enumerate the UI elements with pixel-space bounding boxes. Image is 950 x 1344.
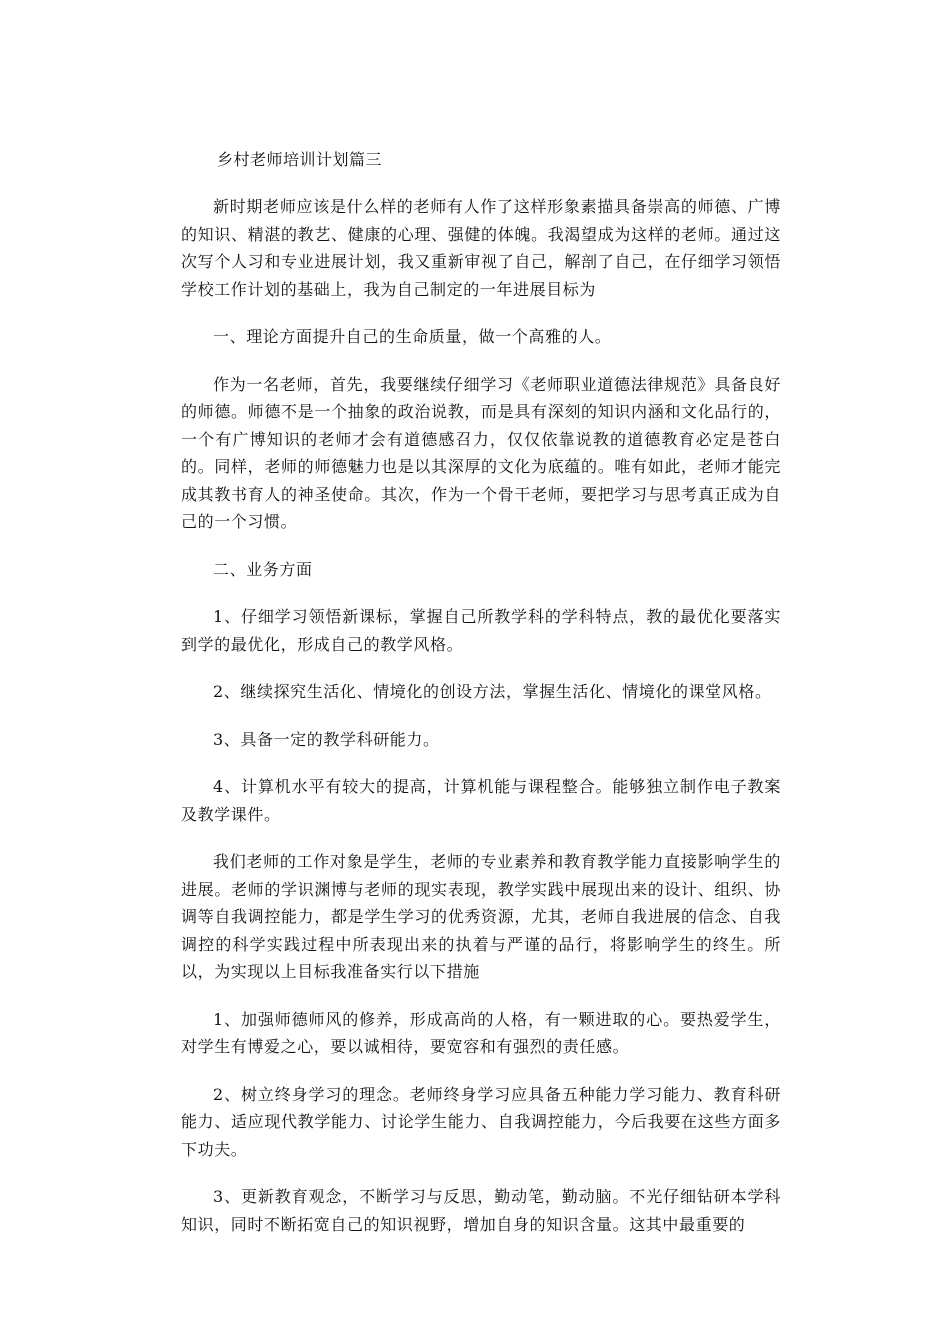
list-item-business-2: 2、继续探究生活化、情境化的创设方法，掌握生活化、情境化的课堂风格。 (213, 682, 772, 701)
list-item-measure-1: 1、加强师德师风的修养，形成高尚的人格，有一颗进取的心。要热爱学生，对学生有博爱之心，要以诚相待，要宽容和有强烈的责任感。 (181, 1009, 781, 1056)
spacer (181, 658, 781, 678)
spacer (181, 1163, 781, 1183)
list-item-measure-2: 2、树立终身学习的理念。老师终身学习应具备五种能力学习能力、教育科研能力、适应现代教学能力、讨论学生能力、自我调控能力，今后我要在这些方面多下功夫。 (181, 1084, 781, 1159)
spacer (181, 1061, 781, 1081)
spacer (181, 351, 781, 371)
document-page (181, 146, 781, 1238)
spacer (181, 303, 781, 323)
list-item-measure-3: 3、更新教育观念，不断学习与反思，勤动笔，勤动脑。不光仔细钻研本学科知识，同时不断拓宽自己的知识视野，增加自身的知识含量。这其中最重要的 (181, 1187, 781, 1234)
spacer (181, 583, 781, 603)
spacer (181, 706, 781, 726)
spacer (181, 173, 781, 193)
heading-theory: 一、理论方面提升自己的生命质量，做一个高雅的人。 (213, 327, 612, 346)
spacer (181, 536, 781, 556)
list-item-business-1: 1、仔细学习领悟新课标，掌握自己所教学科的学科特点，教的最优化要落实到学的最优化，形成自己的教学风格。 (181, 607, 781, 654)
spacer (181, 828, 781, 848)
paragraph-ethics: 作为一名老师，首先，我要继续仔细学习《老师职业道德法律规范》具备良好的师德。师德不是一个抽象的政治说教，而是具有深刻的知识内涵和文化品行的，一个有广博知识的老师才会有道德感召力，仅仅依靠说教的道德教育必定是苍白的。同样，老师的师德魅力也是以其深厚的文化为底蕴的。唯有如此，老师才能完成其教书育人的神圣使命。其次，作为一个骨干老师，要把学习与思考真正成为自己的一个习惯。 (181, 374, 781, 531)
list-item-business-3: 3、具备一定的教学科研能力。 (213, 729, 440, 749)
spacer (181, 986, 781, 1006)
spacer (181, 753, 781, 773)
paragraph-intro: 新时期老师应该是什么样的老师有人作了这样形象素描具备崇高的师德、广博的知识、精湛的教艺、健康的心理、强健的体魄。我渴望成为这样的老师。通过这次写个人习和专业进展计划，我又重新审视了自己，解剖了自己，在仔细学习领悟学校工作计划的基础上，我为自己制定的一年进展目标为 (181, 197, 781, 299)
document-title: 乡村老师培训计划篇三 (217, 150, 383, 169)
list-item-business-4: 4、计算机水平有较大的提高，计算机能与课程整合。能够独立制作电子教案及教学课件。 (181, 777, 781, 824)
heading-business: 二、业务方面 (213, 559, 313, 579)
paragraph-students: 我们老师的工作对象是学生，老师的专业素养和教育教学能力直接影响学生的进展。老师的学识渊博与老师的现实表现，教学实践中展现出来的设计、组织、协调等自我调控能力，都是学生学习的优秀资源，尤其，老师自我进展的信念、自我调控的科学实践过程中所表现出来的执着与严谨的品行，将影响学生的终生。所以，为实现以上目标我准备实行以下措施 (181, 852, 781, 981)
